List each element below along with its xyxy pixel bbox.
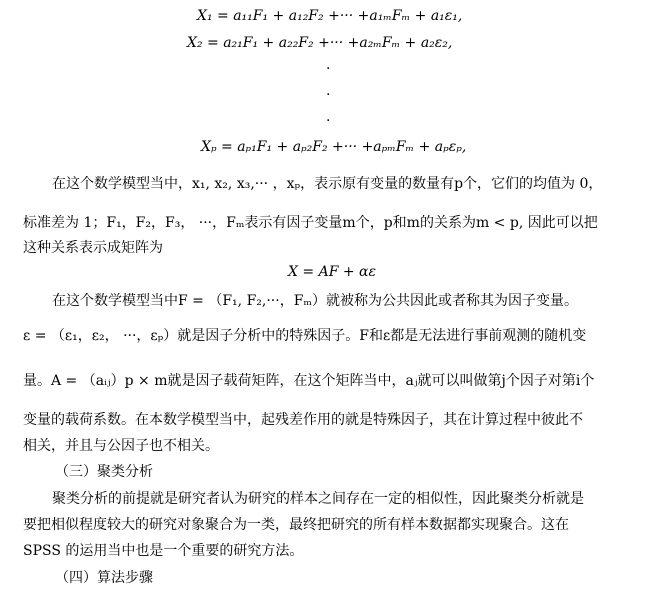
vertical-dot-2: · <box>326 87 331 103</box>
equation-x1: X₁ = a₁₁F₁ + a₁₂F₂ +··· +a₁ₘFₘ + a₁ε₁, <box>197 8 463 24</box>
para1-line3: 这种关系表示成矩阵为 <box>23 240 163 256</box>
section3-line1: 聚类分析的前提就是研究者认为研究的样本之间存在一定的相似性，因此聚类分析就是 <box>52 491 584 507</box>
para2-line5: 相关，并且与公因子也不相关。 <box>23 438 219 454</box>
section4-title: （四）算法步骤 <box>55 570 153 586</box>
para1-line1: 在这个数学模型当中，x₁, x₂, x₃,··· ，xₚ，表示原有变量的数量有p个，它们的均值为 0， <box>52 176 603 192</box>
equation-xp: Xₚ = aₚ₁F₁ + aₚ₂F₂ +··· +aₚₘFₘ + aₚεₚ, <box>201 139 467 155</box>
para2-line4: 变量的载荷系数。在本数学模型当中，起残差作用的就是特殊因子，其在计算过程中彼此不 <box>23 412 583 428</box>
para2-line1: 在这个数学模型当中F = （F₁, F₂,···，Fₘ）就被称为公共因此或者称其为因子变量。 <box>52 293 578 309</box>
vertical-dot-1: · <box>326 61 331 77</box>
equation-matrix: X = AF + αε <box>288 264 377 280</box>
section3-line3: SPSS 的运用当中也是一个重要的研究方法。 <box>23 543 304 559</box>
para2-line2: ε = （ε₁，ε₂， ···，εₚ）就是因子分析中的特殊因子。F和ε都是无法进行事前观测的随机变 <box>23 328 587 344</box>
section3-title: （三）聚类分析 <box>55 464 153 480</box>
para2-line3: 量。A = （aᵢⱼ）p × m就是因子载荷矩阵，在这个矩阵当中，aⱼ就可以叫做第j个因子对第i个 <box>23 373 595 389</box>
section3-line2: 要把相似程度较大的研究对象聚合为一类，最终把研究的所有样本数据都实现聚合。这在 <box>23 517 569 533</box>
equation-x2: X₂ = a₂₁F₁ + a₂₂F₂ +··· +a₂ₘFₘ + a₂ε₂, <box>187 35 453 51</box>
para1-line2: 标准差为 1；F₁，F₂，F₃， ···，Fₘ表示有因子变量m个，p和m的关系为m < p, 因此可以把 <box>23 215 598 231</box>
vertical-dot-3: · <box>326 113 331 129</box>
